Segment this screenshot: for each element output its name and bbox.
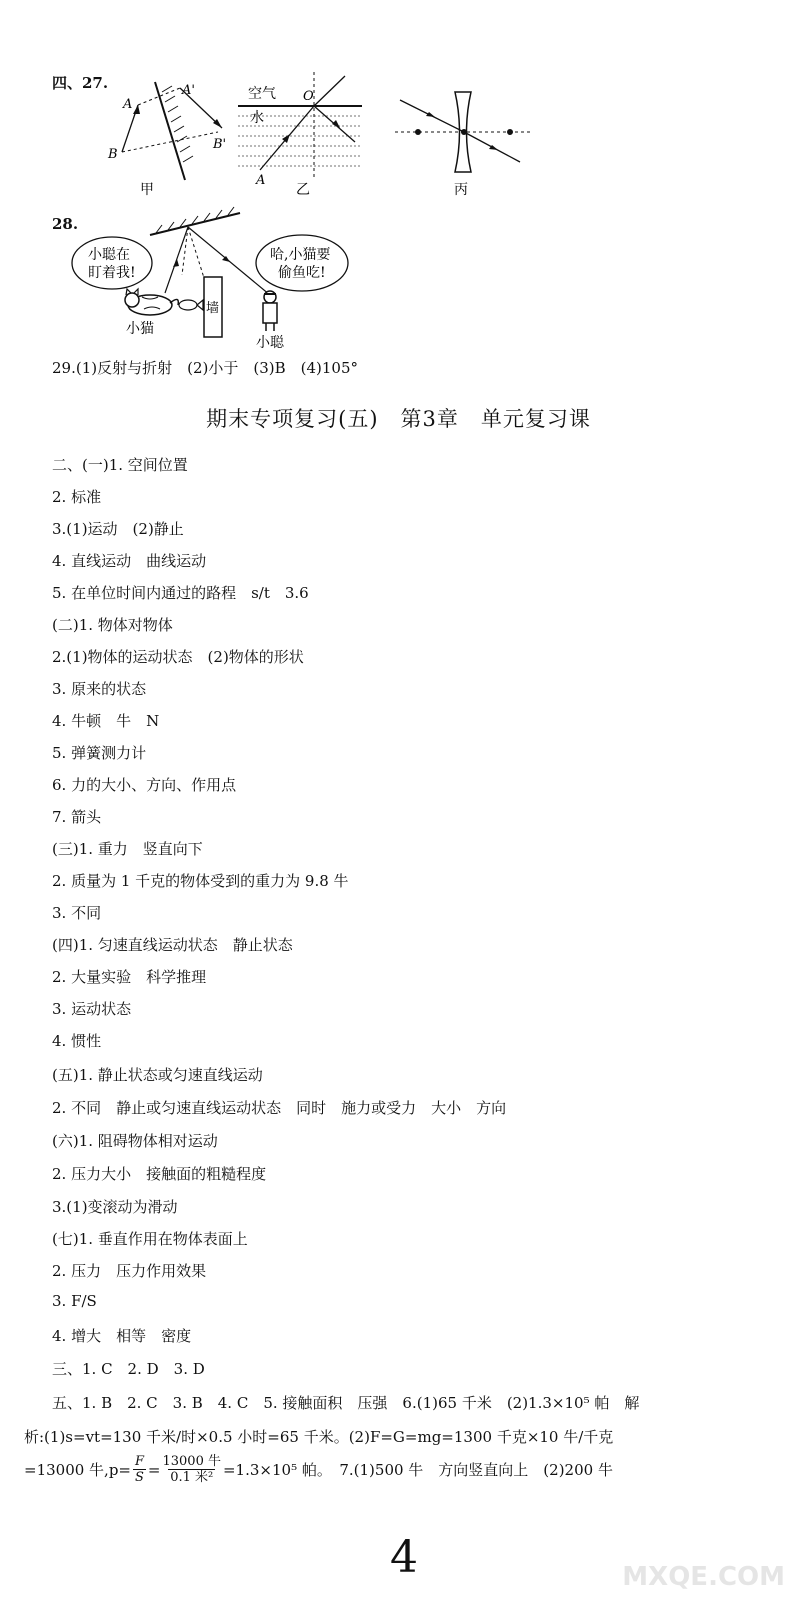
answer-line: 3. 原来的状态 <box>52 680 147 698</box>
page-number: 4 <box>390 1532 418 1583</box>
fraction-numerator: F <box>134 1454 144 1469</box>
label-B: B <box>108 147 118 162</box>
answer-line: 2. 质量为 1 千克的物体受到的重力为 9.8 牛 <box>52 872 349 890</box>
answer-line: 2. 大量实验 科学推理 <box>52 968 207 986</box>
answer-line: 3.(1)运动 (2)静止 <box>52 520 184 538</box>
answer-line: (三)1. 重力 竖直向下 <box>52 840 203 858</box>
answer-line: 2. 标准 <box>52 488 102 506</box>
section-title: 期末专项复习(五) 第3章 单元复习课 <box>206 407 591 431</box>
bubble-right-line2: 偷鱼吃! <box>278 265 326 281</box>
fraction-values <box>162 1454 221 1485</box>
caption-bing: 丙 <box>454 182 468 198</box>
answer-line: (七)1. 垂直作用在物体表面上 <box>52 1230 248 1248</box>
bubble-left-line2: 盯着我! <box>88 265 136 281</box>
answer-line: 3. 不同 <box>52 904 102 922</box>
answer-line: 5. 弹簧测力计 <box>52 744 147 762</box>
answer-line: 2. 不同 静止或匀速直线运动状态 同时 施力或受力 大小 方向 <box>52 1099 507 1117</box>
answer-line: 4. 牛顿 牛 N <box>52 712 160 730</box>
fraction-numerator: 13000 牛 <box>162 1454 221 1469</box>
label-A-prime: A' <box>182 83 195 98</box>
answer-line: 二、(一)1. 空间位置 <box>52 456 188 474</box>
q28-label: 28. <box>52 215 79 233</box>
answer-line: 三、1. C 2. D 3. D <box>52 1360 205 1378</box>
wu-line-3-start: =13000 牛,p= <box>24 1461 131 1479</box>
label-air: 空气 <box>248 86 276 102</box>
wu-line-3-end: =1.3×10⁵ 帕。 7.(1)500 牛 方向竖直向上 (2)200 牛 <box>222 1461 613 1479</box>
label-B-prime: B' <box>213 137 227 152</box>
answer-line: (五)1. 静止状态或匀速直线运动 <box>52 1066 263 1084</box>
q27-figures <box>100 70 560 200</box>
q27-label: 四、27. <box>52 74 109 92</box>
watermark-text: MXQE.COM <box>622 1562 785 1592</box>
answer-line: 6. 力的大小、方向、作用点 <box>52 776 237 794</box>
answer-line: (四)1. 匀速直线运动状态 静止状态 <box>52 936 293 954</box>
answer-line: 5. 在单位时间内通过的路程 s/t 3.6 <box>52 584 309 602</box>
answer-line: (二)1. 物体对物体 <box>52 616 173 634</box>
bubble-left <box>72 237 152 289</box>
watermark-logo <box>622 1562 785 1592</box>
figure-yi-refraction-diagram <box>238 72 362 198</box>
answer-line: 3. F/S <box>52 1292 97 1310</box>
label-A: A <box>123 97 133 112</box>
answer-line: 2.(1)物体的运动状态 (2)物体的形状 <box>52 648 304 666</box>
fraction-denominator: 0.1 米² <box>170 1470 214 1485</box>
wu-line-1: 五、1. B 2. C 3. B 4. C 5. 接触面积 压强 6.(1)65 千米 (2)1.3×10⁵ 帕 解 <box>52 1394 640 1412</box>
q28-figure <box>70 205 370 353</box>
bubble-left-line1: 小聪在 <box>88 247 130 263</box>
answer-line: 7. 箭头 <box>52 808 102 826</box>
wu-line-2: 析:(1)s=vt=130 千米/时×0.5 小时=65 千米。(2)F=G=mg=1300 千克×10 牛/千克 <box>24 1428 614 1446</box>
answer-line: 2. 压力大小 接触面的粗糙程度 <box>52 1165 267 1183</box>
wu-line-3 <box>24 1454 613 1485</box>
bubble-right-line1: 哈,小猫要 <box>270 247 331 263</box>
caption-jia: 甲 <box>140 182 154 198</box>
answer-line: (六)1. 阻碍物体相对运动 <box>52 1132 218 1150</box>
q29-answer: 29.(1)反射与折射 (2)小于 (3)B (4)105° <box>52 359 358 377</box>
boy-icon <box>263 291 277 331</box>
cat-icon <box>125 289 178 315</box>
fraction-F-over-S <box>133 1454 146 1485</box>
figure-jia-mirror-diagram <box>107 82 226 198</box>
label-O: O <box>303 89 314 104</box>
wall-label: 墙 <box>206 301 220 316</box>
answer-line: 2. 压力 压力作用效果 <box>52 1262 207 1280</box>
fish-icon <box>179 300 203 310</box>
boy-label: 小聪 <box>256 335 284 351</box>
answer-line: 4. 增大 相等 密度 <box>52 1327 192 1345</box>
equals-sign: = <box>147 1460 161 1479</box>
answer-line: 3.(1)变滚动为滑动 <box>52 1198 178 1216</box>
fraction-denominator: S <box>135 1470 144 1485</box>
caption-yi: 乙 <box>296 182 310 198</box>
bubble-right <box>256 235 348 291</box>
answer-line: 4. 惯性 <box>52 1032 102 1050</box>
label-water: 水 <box>250 110 264 126</box>
answer-line: 3. 运动状态 <box>52 1000 132 1018</box>
label-A-yi: A <box>256 173 266 188</box>
figure-bing-lens-diagram <box>395 92 530 198</box>
cat-label: 小猫 <box>126 321 154 337</box>
answer-line: 4. 直线运动 曲线运动 <box>52 552 207 570</box>
